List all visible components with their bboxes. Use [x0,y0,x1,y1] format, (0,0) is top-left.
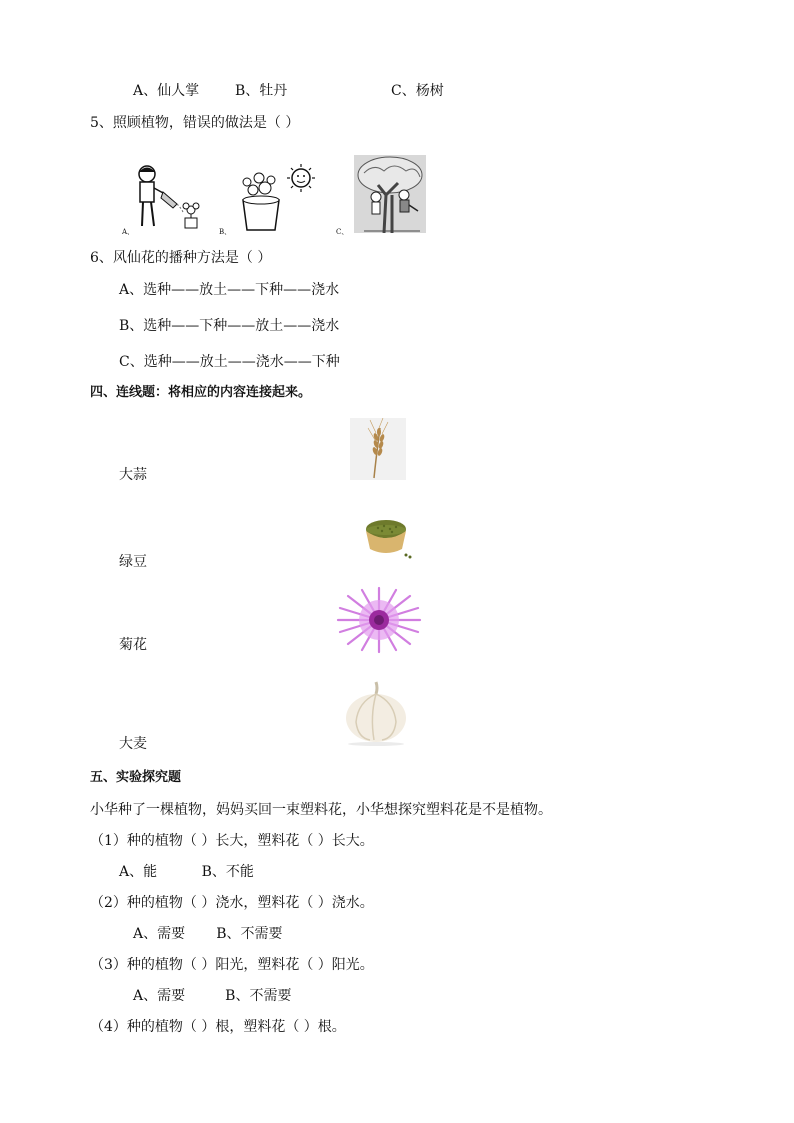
exp-question-1: （1）种的植物（ ）长大，塑料花（ ）长大。 [90,833,374,849]
match-item-barley: 大麦 [119,736,147,752]
kids-climbing-tree-image [354,155,426,233]
q5-label-a: A、 [122,228,135,236]
exp-question-3: （3）种的植物（ ）阳光，塑料花（ ）阳光。 [90,957,374,973]
exp-options-3: A、需要 B、不需要 [133,988,292,1004]
section5-intro: 小华种了一棵植物，妈妈买回一束塑料花，小华想探究塑料花是不是植物。 [90,802,552,818]
q5-label-b: B、 [219,228,232,236]
q6-option-c: C、选种——放土——浇水——下种 [119,354,340,370]
potted-plant-sun-image [235,160,323,232]
section5-heading: 五、实验探究题 [90,770,182,785]
exp-options-2: A、需要 B、不需要 [133,926,283,942]
q6-option-b: B、选种——下种——放土——浇水 [119,318,340,334]
chrysanthemum-image [336,586,422,654]
exp-question-2: （2）种的植物（ ）浇水，塑料花（ ）浇水。 [90,895,374,911]
mung-bean-bowl-image [360,515,416,561]
q5-question: 5、照顾植物，错误的做法是（ ） [90,115,300,131]
match-item-chrysanthemum: 菊花 [119,637,147,653]
q4-option-b: B、牡丹 [235,83,288,99]
garlic-image [340,678,412,748]
q4-option-c: C、杨树 [391,83,444,99]
section4-heading: 四、连线题：将相应的内容连接起来。 [90,385,312,400]
match-item-garlic: 大蒜 [119,467,147,483]
q6-question: 6、风仙花的播种方法是（ ） [90,250,272,266]
exp-options-1: A、能 B、不能 [119,864,254,880]
exp-question-4: （4）种的植物（ ）根，塑料花（ ）根。 [90,1019,346,1035]
q4-option-a: A、仙人掌 [133,83,200,99]
q5-label-c: C、 [336,228,349,236]
q6-option-a: A、选种——放土——下种——浇水 [119,282,340,298]
match-item-mung-bean: 绿豆 [119,554,147,570]
boy-watering-plant-image [133,164,203,232]
barley-ear-image [350,418,406,480]
